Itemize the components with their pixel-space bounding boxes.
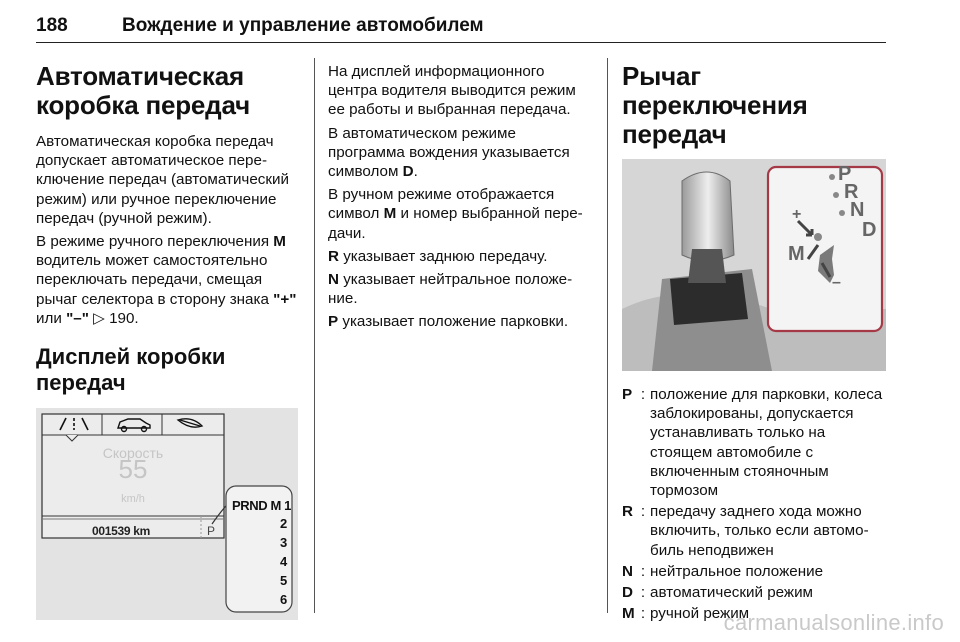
list-item: R : передачу заднего хода можно включить, только если автомобиль неподвижен [622,503,869,559]
speed-value: 55 [118,454,148,485]
odometer: 001539 km [92,524,151,539]
plus-sign: "+" [273,290,297,308]
gate-m: M [788,243,805,265]
transmission-display-figure [36,408,298,620]
paragraph: Автоматическая коробка передач допускает автоматическое переключение передач (автоматический режим) или ручное переключение передач (ручной режим). [36,133,289,227]
page-reference-icon: ▷ [93,309,105,327]
speed-unit: km/h [121,493,145,506]
column-left [36,62,302,620]
page-reference[interactable]: 190. [109,309,139,327]
page-number: 188 [36,15,68,36]
column-right [622,62,886,625]
column-middle [328,62,594,336]
mode-symbol: M [273,233,286,251]
watermark: carmanualsonline.info [723,610,944,635]
paragraph: P указывает положение парковки. [328,313,569,331]
page-header [36,8,886,43]
gate-n: N [850,199,865,221]
section-title: Автоматическая коробка передач [36,61,250,120]
paragraph: R указывает заднюю передачу. [328,247,548,265]
paragraph: В ручном режиме отображается символ M и номер выбранной передачи. [328,186,583,242]
paragraph: На дисплей информационного центра водителя выводится режим ее работы и выбранная передача. [328,63,576,119]
list-item: P : положение для парковки, колеса заблокированы, допускается устанавливать только на стоящем автомобиле с включенным стояночным тормозом [622,386,883,500]
gate-r: R [844,181,859,203]
paragraph: В режиме ручного переключения M водитель может самостоятельно переключать передачи, смещая рычаг селектора в сторону знака "+" или "–" ▷ 190. [36,233,297,327]
column-divider-2 [607,58,608,613]
speed-label: Скорость [102,445,164,462]
gear-indicator: P [207,524,216,539]
list-item: N : нейтральное положение [622,562,824,580]
section-title: Рычаг переключения передач [622,61,808,149]
gate-minus: – [832,274,841,291]
gate-d: D [862,219,877,241]
running-title: Вождение и управление автомобилем [122,15,484,36]
list-item: M : ручной режим [622,605,750,623]
minus-sign: "–" [66,309,89,327]
column-divider-1 [314,58,315,613]
prnd-readout: PRND M 1 [232,498,291,514]
gear-lever-figure [622,159,886,371]
gear-list: 2 3 4 5 6 [280,516,288,608]
subsection-title: Дисплей коробки передач [36,344,226,396]
list-item: D : автоматический режим [622,584,813,602]
paragraph: N указывает нейтральное положение. [328,271,573,308]
gate-p: P [838,163,852,185]
definition-list [622,385,886,623]
gate-plus: + [792,206,802,223]
paragraph: В автоматическом режиме программа вождения указывается символом D. [328,124,570,181]
